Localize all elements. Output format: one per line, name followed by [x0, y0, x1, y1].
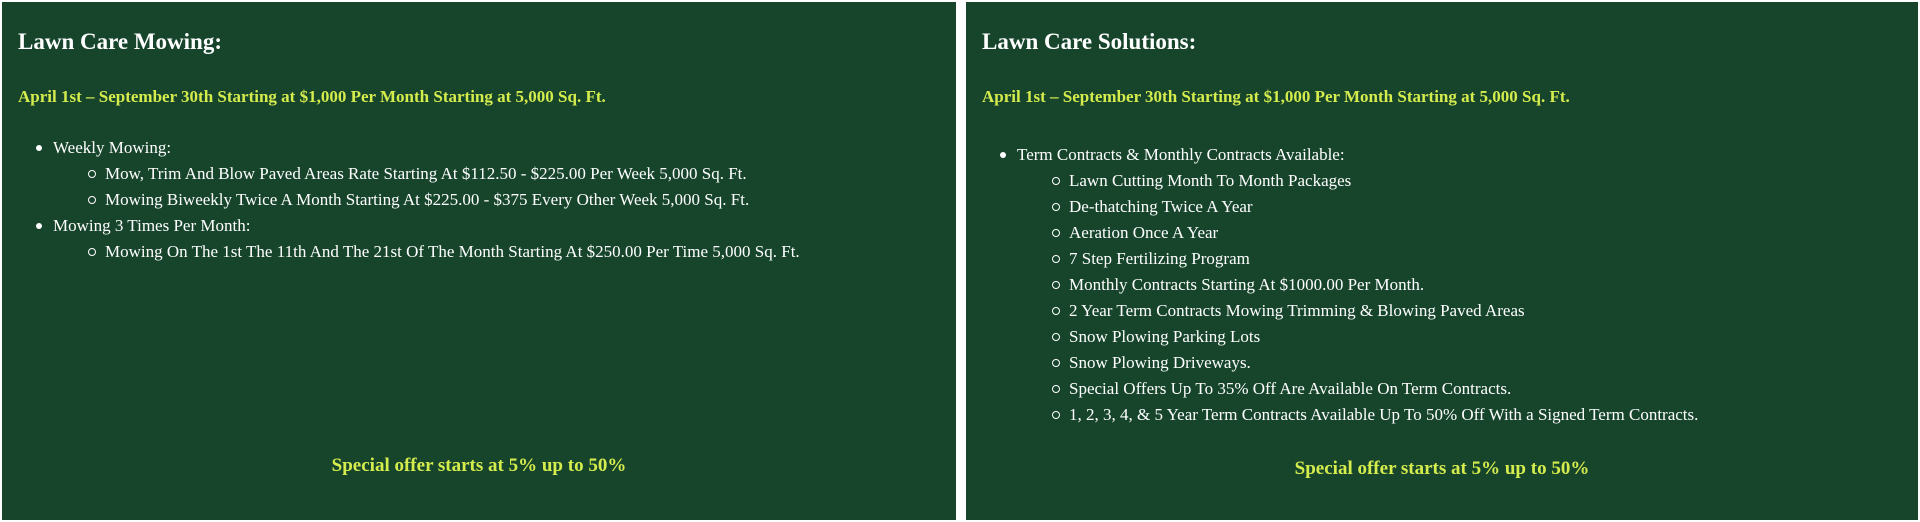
sub-list [53, 239, 800, 265]
list-item-label: Mowing 3 Times Per Month: [53, 216, 251, 235]
sub-list-item [1052, 298, 1698, 324]
panel-subtitle: April 1st – September 30th Starting at $1,000 Per Month Starting at 5,000 Sq. Ft. [982, 87, 1570, 106]
list-item-label: Weekly Mowing: [53, 138, 172, 157]
bullet-ring-icon [1052, 281, 1060, 289]
sub-list-item [1052, 324, 1698, 350]
bullet-ring-icon [88, 170, 96, 178]
sub-list-item-label: Monthly Contracts Starting At $1000.00 Per Month. [1069, 275, 1425, 294]
bullet-ring-icon [1052, 229, 1060, 237]
special-offer-text: Special offer starts at 5% up to 50% [1294, 458, 1590, 479]
sub-list-item [88, 187, 800, 213]
sub-list-item [1052, 194, 1698, 220]
sub-list-item [1052, 402, 1698, 428]
sub-list-item [88, 239, 800, 265]
bullet-dot-icon [36, 223, 42, 229]
sub-list-item [1052, 246, 1698, 272]
bullet-ring-icon [88, 248, 96, 256]
bullet-ring-icon [1052, 307, 1060, 315]
sub-list [53, 161, 800, 213]
list-item [36, 213, 800, 265]
bullet-ring-icon [1052, 255, 1060, 263]
bullet-ring-icon [1052, 177, 1060, 185]
sub-list-item-label: De-thatching Twice A Year [1069, 197, 1253, 216]
lawn-care-solutions-panel [966, 2, 1918, 520]
bullet-ring-icon [1052, 333, 1060, 341]
bullet-ring-icon [1052, 359, 1060, 367]
sub-list-item-label: 2 Year Term Contracts Mowing Trimming & Blowing Paved Areas [1069, 301, 1525, 320]
panel-subtitle: April 1st – September 30th Starting at $1,000 Per Month Starting at 5,000 Sq. Ft. [18, 87, 606, 106]
sub-list-item-label: Aeration Once A Year [1069, 223, 1219, 242]
bullet-ring-icon [88, 196, 96, 204]
panel-title: Lawn Care Mowing: [18, 29, 223, 54]
bullet-ring-icon [1052, 411, 1060, 419]
list-item [36, 135, 800, 213]
bullet-ring-icon [1052, 385, 1060, 393]
bullet-ring-icon [1052, 203, 1060, 211]
sub-list-item [1052, 376, 1698, 402]
sub-list-item-label: Snow Plowing Driveways. [1069, 353, 1251, 372]
list-item [1000, 142, 1698, 428]
special-offer-text: Special offer starts at 5% up to 50% [331, 455, 627, 476]
sub-list-item-label: Mowing Biweekly Twice A Month Starting At $225.00 - $375 Every Other Week 5,000 Sq. Ft. [105, 190, 750, 209]
sub-list-item [1052, 220, 1698, 246]
sub-list-item-label: 1, 2, 3, 4, & 5 Year Term Contracts Available Up To 50% Off With a Signed Term Contracts. [1069, 405, 1699, 424]
service-list [1000, 142, 1698, 428]
sub-list-item [1052, 350, 1698, 376]
panel-title: Lawn Care Solutions: [982, 29, 1197, 54]
sub-list-item-label: Mowing On The 1st The 11th And The 21st Of The Month Starting At $250.00 Per Time 5,000 Sq. Ft. [105, 242, 800, 261]
sub-list-item-label: 7 Step Fertilizing Program [1069, 249, 1250, 268]
bullet-dot-icon [36, 145, 42, 151]
sub-list-item-label: Lawn Cutting Month To Month Packages [1069, 171, 1352, 190]
sub-list-item-label: Special Offers Up To 35% Off Are Available On Term Contracts. [1069, 379, 1512, 398]
sub-list-item [1052, 168, 1698, 194]
sub-list-item [1052, 272, 1698, 298]
lawn-care-mowing-panel [2, 2, 956, 520]
sub-list-item-label: Mow, Trim And Blow Paved Areas Rate Starting At $112.50 - $225.00 Per Week 5,000 Sq. Ft. [105, 164, 747, 183]
sub-list-item [88, 161, 800, 187]
service-list [36, 135, 800, 265]
sub-list [1017, 168, 1698, 428]
list-item-label: Term Contracts & Monthly Contracts Available: [1017, 145, 1345, 164]
sub-list-item-label: Snow Plowing Parking Lots [1069, 327, 1261, 346]
bullet-dot-icon [1000, 152, 1006, 158]
